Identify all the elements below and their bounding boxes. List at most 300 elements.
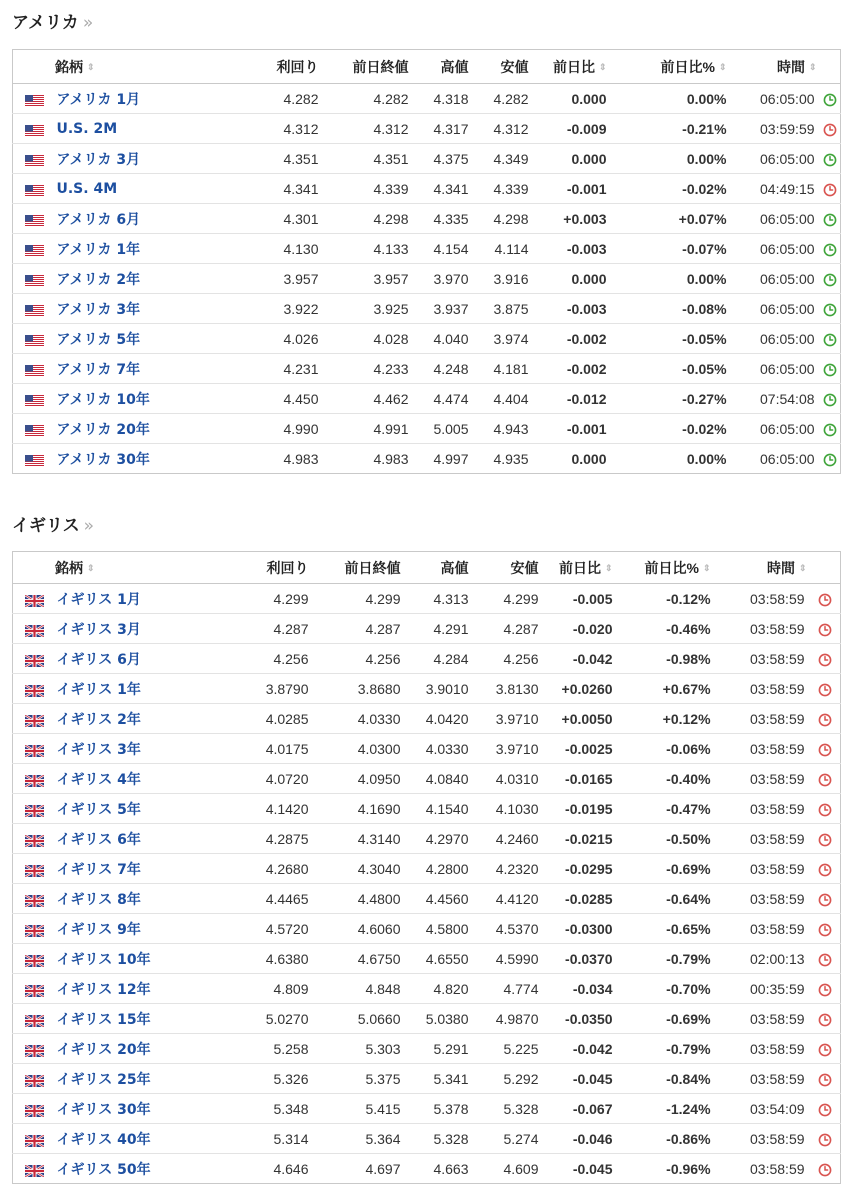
- market-closed-clock-icon: [818, 743, 832, 757]
- col-header-status: [811, 552, 841, 584]
- flag-cell: [13, 414, 55, 444]
- bond-name-cell: [55, 914, 245, 944]
- flag-cell: [13, 144, 55, 174]
- bond-name-cell: [55, 734, 245, 764]
- bond-name-link[interactable]: イギリス 10年: [56, 951, 151, 968]
- uk-flag-icon: [25, 1014, 44, 1026]
- flag-cell: [13, 294, 55, 324]
- bond-name-link[interactable]: U.S. 4M: [56, 181, 118, 197]
- flag-cell: [13, 114, 55, 144]
- time-cell: 03:58:59: [717, 584, 811, 614]
- change-cell: +0.0260: [545, 674, 619, 704]
- change-pct-cell: -0.08%: [613, 294, 733, 324]
- table-row[interactable]: [13, 884, 841, 914]
- low-cell: 4.256: [475, 644, 545, 674]
- status-cell: [821, 414, 841, 444]
- change-cell: -0.0300: [545, 914, 619, 944]
- time-cell: 03:58:59: [717, 1154, 811, 1184]
- uk-flag-icon: [25, 744, 44, 756]
- table-row[interactable]: [13, 794, 841, 824]
- high-cell: 3.937: [415, 294, 475, 324]
- status-cell: [821, 384, 841, 414]
- table-row[interactable]: [13, 384, 841, 414]
- low-cell: 4.9870: [475, 1004, 545, 1034]
- change-cell: -0.003: [535, 294, 613, 324]
- low-cell: 3.9710: [475, 704, 545, 734]
- flag-cell: [13, 324, 55, 354]
- change-pct-cell: -0.02%: [613, 414, 733, 444]
- change-cell: -0.0025: [545, 734, 619, 764]
- time-cell: 03:58:59: [717, 884, 811, 914]
- status-cell: [821, 264, 841, 294]
- time-cell: 03:58:59: [717, 734, 811, 764]
- market-open-clock-icon: [823, 303, 837, 317]
- flag-cell: [13, 1064, 55, 1094]
- bond-name-link[interactable]: イギリス 5年: [56, 801, 141, 818]
- bond-name-link[interactable]: イギリス 8年: [56, 891, 141, 908]
- flag-cell: [13, 264, 55, 294]
- bond-name-link[interactable]: イギリス 15年: [56, 1011, 151, 1028]
- bond-name-cell: [55, 584, 245, 614]
- bond-name-link[interactable]: U.S. 2M: [56, 121, 118, 137]
- change-cell: -0.002: [535, 354, 613, 384]
- high-cell: 4.997: [415, 444, 475, 474]
- us-flag-icon: [25, 454, 44, 466]
- bond-name-cell: [55, 414, 245, 444]
- table-row[interactable]: [13, 704, 841, 734]
- table-row[interactable]: [13, 824, 841, 854]
- table-row[interactable]: [13, 1124, 841, 1154]
- yield-cell: 4.6380: [245, 944, 315, 974]
- flag-cell: [13, 674, 55, 704]
- change-pct-cell: -0.07%: [613, 234, 733, 264]
- high-cell: 4.154: [415, 234, 475, 264]
- market-closed-clock-icon: [818, 803, 832, 817]
- sort-icon: ⇕: [87, 62, 95, 73]
- uk-bonds-body: [13, 584, 841, 1184]
- us-flag-icon: [25, 124, 44, 136]
- table-row[interactable]: [13, 324, 841, 354]
- uk-flag-icon: [25, 624, 44, 636]
- table-row[interactable]: [13, 614, 841, 644]
- bond-name-link[interactable]: アメリカ 10年: [56, 391, 150, 408]
- table-row[interactable]: [13, 674, 841, 704]
- table-row[interactable]: [13, 84, 841, 114]
- low-cell: 4.4120: [475, 884, 545, 914]
- prev-close-cell: 4.299: [315, 584, 407, 614]
- bond-name-cell: [55, 174, 245, 204]
- yield-cell: 4.809: [245, 974, 315, 1004]
- time-cell: 03:58:59: [717, 674, 811, 704]
- change-pct-cell: 0.00%: [613, 144, 733, 174]
- yield-cell: 4.312: [245, 114, 325, 144]
- low-cell: 4.935: [475, 444, 535, 474]
- high-cell: 4.0330: [407, 734, 475, 764]
- prev-close-cell: 4.351: [325, 144, 415, 174]
- low-cell: 4.287: [475, 614, 545, 644]
- status-cell: [811, 1004, 841, 1034]
- status-cell: [811, 644, 841, 674]
- yield-cell: 4.2680: [245, 854, 315, 884]
- table-row[interactable]: [13, 414, 841, 444]
- prev-close-cell: 5.0660: [315, 1004, 407, 1034]
- flag-cell: [13, 444, 55, 474]
- uk-flag-icon: [25, 1134, 44, 1146]
- bond-name-link[interactable]: イギリス 7年: [56, 861, 141, 878]
- bond-name-link[interactable]: アメリカ 5年: [56, 331, 141, 348]
- change-pct-cell: -0.96%: [619, 1154, 717, 1184]
- yield-cell: 3.922: [245, 294, 325, 324]
- uk-flag-icon: [25, 924, 44, 936]
- section-title-text[interactable]: アメリカ: [12, 13, 79, 33]
- market-closed-clock-icon: [818, 983, 832, 997]
- table-row[interactable]: [13, 174, 841, 204]
- prev-close-cell: 3.925: [325, 294, 415, 324]
- bond-name-cell: [55, 884, 245, 914]
- col-header-yield[interactable]: 利回り: [245, 50, 325, 84]
- bond-name-cell: [55, 234, 245, 264]
- bond-name-link[interactable]: アメリカ 7年: [56, 361, 141, 378]
- flag-cell: [13, 944, 55, 974]
- col-header-status: [821, 50, 841, 84]
- bond-name-link[interactable]: アメリカ 6月: [56, 211, 141, 228]
- section-title-us[interactable]: [12, 8, 93, 33]
- change-pct-cell: -0.21%: [613, 114, 733, 144]
- change-cell: -0.001: [535, 414, 613, 444]
- time-cell: 06:05:00: [733, 444, 821, 474]
- market-closed-clock-icon: [818, 1013, 832, 1027]
- col-header-yield[interactable]: 利回り: [245, 552, 315, 584]
- bond-name-link[interactable]: イギリス 1月: [56, 591, 141, 608]
- high-cell: 4.663: [407, 1154, 475, 1184]
- time-cell: 03:58:59: [717, 1064, 811, 1094]
- change-cell: -0.045: [545, 1064, 619, 1094]
- bond-name-link[interactable]: イギリス 3月: [56, 621, 141, 638]
- status-cell: [811, 974, 841, 1004]
- market-open-clock-icon: [823, 213, 837, 227]
- high-cell: 4.2800: [407, 854, 475, 884]
- section-title-uk[interactable]: [12, 511, 94, 536]
- prev-close-cell: 4.0330: [315, 704, 407, 734]
- col-header-name[interactable]: 銘柄 ⇕: [13, 50, 245, 84]
- table-row[interactable]: [13, 854, 841, 884]
- change-cell: 0.000: [535, 144, 613, 174]
- uk-flag-icon: [25, 714, 44, 726]
- low-cell: 4.0310: [475, 764, 545, 794]
- change-pct-cell: +0.12%: [619, 704, 717, 734]
- uk-flag-icon: [25, 654, 44, 666]
- change-pct-cell: 0.00%: [613, 444, 733, 474]
- col-header-chg-pct[interactable]: 前日比% ⇕: [613, 50, 733, 84]
- bond-name-cell: [55, 1094, 245, 1124]
- table-row[interactable]: [13, 144, 841, 174]
- table-row[interactable]: [13, 944, 841, 974]
- uk-flag-icon: [25, 894, 44, 906]
- flag-cell: [13, 704, 55, 734]
- market-closed-clock-icon: [818, 593, 832, 607]
- bond-name-link[interactable]: イギリス 1年: [56, 681, 141, 698]
- table-row[interactable]: [13, 1094, 841, 1124]
- status-cell: [821, 294, 841, 324]
- market-closed-clock-icon: [818, 683, 832, 697]
- status-cell: [811, 1094, 841, 1124]
- yield-cell: 4.5720: [245, 914, 315, 944]
- market-open-clock-icon: [823, 243, 837, 257]
- status-cell: [811, 944, 841, 974]
- bond-name-cell: [55, 1064, 245, 1094]
- table-row[interactable]: [13, 114, 841, 144]
- bond-name-link[interactable]: イギリス 4年: [56, 771, 141, 788]
- table-row[interactable]: [13, 234, 841, 264]
- market-open-clock-icon: [823, 453, 837, 467]
- yield-cell: 5.326: [245, 1064, 315, 1094]
- bond-name-cell: [55, 794, 245, 824]
- market-open-clock-icon: [823, 363, 837, 377]
- status-cell: [811, 674, 841, 704]
- flag-cell: [13, 384, 55, 414]
- table-row[interactable]: [13, 734, 841, 764]
- low-cell: 4.181: [475, 354, 535, 384]
- bond-name-cell: [55, 384, 245, 414]
- more-arrow-icon[interactable]: »: [83, 516, 95, 536]
- prev-close-cell: 4.233: [325, 354, 415, 384]
- table-row[interactable]: [13, 444, 841, 474]
- change-pct-cell: -0.47%: [619, 794, 717, 824]
- high-cell: 4.2970: [407, 824, 475, 854]
- status-cell: [821, 444, 841, 474]
- uk-flag-icon: [25, 864, 44, 876]
- market-closed-clock-icon: [818, 623, 832, 637]
- flag-cell: [13, 764, 55, 794]
- yield-cell: 4.282: [245, 84, 325, 114]
- low-cell: 3.974: [475, 324, 535, 354]
- prev-close-cell: 4.848: [315, 974, 407, 1004]
- bond-name-link[interactable]: アメリカ 1年: [56, 241, 141, 258]
- col-header-prev[interactable]: 前日終値: [325, 50, 415, 84]
- uk-flag-icon: [25, 804, 44, 816]
- high-cell: 4.317: [415, 114, 475, 144]
- prev-close-cell: 4.983: [325, 444, 415, 474]
- bond-name-link[interactable]: イギリス 50年: [56, 1161, 151, 1178]
- market-open-clock-icon: [823, 333, 837, 347]
- change-cell: -0.045: [545, 1154, 619, 1184]
- high-cell: 4.820: [407, 974, 475, 1004]
- col-header-high[interactable]: 高値: [407, 552, 475, 584]
- yield-cell: 4.0720: [245, 764, 315, 794]
- uk-flag-icon: [25, 984, 44, 996]
- table-row[interactable]: [13, 204, 841, 234]
- change-pct-cell: -0.69%: [619, 854, 717, 884]
- flag-cell: [13, 584, 55, 614]
- low-cell: 4.312: [475, 114, 535, 144]
- bond-name-link[interactable]: イギリス 12年: [56, 981, 151, 998]
- change-pct-cell: -0.69%: [619, 1004, 717, 1034]
- high-cell: 4.318: [415, 84, 475, 114]
- change-cell: -0.012: [535, 384, 613, 414]
- high-cell: 4.0420: [407, 704, 475, 734]
- low-cell: 4.298: [475, 204, 535, 234]
- bond-name-cell: [55, 294, 245, 324]
- flag-cell: [13, 884, 55, 914]
- bond-name-link[interactable]: アメリカ 2年: [56, 271, 141, 288]
- section-title-text[interactable]: イギリス: [12, 516, 80, 536]
- col-header-high[interactable]: 高値: [415, 50, 475, 84]
- table-row[interactable]: [13, 264, 841, 294]
- time-cell: 00:35:59: [717, 974, 811, 1004]
- table-row[interactable]: [13, 644, 841, 674]
- bond-name-link[interactable]: アメリカ 1月: [56, 91, 141, 108]
- time-cell: 03:58:59: [717, 1034, 811, 1064]
- us-flag-icon: [25, 364, 44, 376]
- bond-name-link[interactable]: イギリス 6月: [56, 651, 141, 668]
- change-pct-cell: -0.06%: [619, 734, 717, 764]
- low-cell: 5.292: [475, 1064, 545, 1094]
- more-arrow-icon[interactable]: »: [82, 13, 94, 33]
- time-cell: 02:00:13: [717, 944, 811, 974]
- high-cell: 4.4560: [407, 884, 475, 914]
- bond-name-link[interactable]: アメリカ 20年: [56, 421, 150, 438]
- sort-icon: ⇕: [87, 563, 95, 574]
- low-cell: 4.2460: [475, 824, 545, 854]
- table-row[interactable]: [13, 584, 841, 614]
- bond-name-link[interactable]: イギリス 2年: [56, 711, 141, 728]
- high-cell: 4.375: [415, 144, 475, 174]
- flag-cell: [13, 1124, 55, 1154]
- status-cell: [811, 794, 841, 824]
- change-cell: -0.009: [535, 114, 613, 144]
- col-header-low[interactable]: 安値: [475, 50, 535, 84]
- flag-cell: [13, 1154, 55, 1184]
- high-cell: 5.328: [407, 1124, 475, 1154]
- prev-close-cell: 4.3140: [315, 824, 407, 854]
- col-header-prev[interactable]: 前日終値: [315, 552, 407, 584]
- table-row[interactable]: [13, 1004, 841, 1034]
- table-row[interactable]: [13, 1154, 841, 1184]
- bond-name-cell: [55, 854, 245, 884]
- status-cell: [821, 144, 841, 174]
- bond-name-cell: [55, 354, 245, 384]
- flag-cell: [13, 174, 55, 204]
- change-pct-cell: -0.27%: [613, 384, 733, 414]
- prev-close-cell: 4.0300: [315, 734, 407, 764]
- high-cell: 5.0380: [407, 1004, 475, 1034]
- uk-flag-icon: [25, 1104, 44, 1116]
- table-row[interactable]: [13, 914, 841, 944]
- time-cell: 06:05:00: [733, 84, 821, 114]
- uk-flag-icon: [25, 774, 44, 786]
- yield-cell: 3.8790: [245, 674, 315, 704]
- prev-close-cell: 4.312: [325, 114, 415, 144]
- bond-name-link[interactable]: イギリス 20年: [56, 1041, 151, 1058]
- flag-cell: [13, 1094, 55, 1124]
- yield-cell: 4.646: [245, 1154, 315, 1184]
- yield-cell: 5.0270: [245, 1004, 315, 1034]
- bond-name-cell: [55, 204, 245, 234]
- time-cell: 07:54:08: [733, 384, 821, 414]
- us-bonds-body: [13, 84, 841, 474]
- col-header-chg[interactable]: 前日比 ⇕: [545, 552, 619, 584]
- low-cell: 4.609: [475, 1154, 545, 1184]
- prev-close-cell: 4.462: [325, 384, 415, 414]
- bond-name-link[interactable]: アメリカ 3年: [56, 301, 141, 318]
- low-cell: 3.916: [475, 264, 535, 294]
- status-cell: [821, 324, 841, 354]
- high-cell: 4.474: [415, 384, 475, 414]
- time-cell: 04:49:15: [733, 174, 821, 204]
- table-row[interactable]: [13, 1034, 841, 1064]
- prev-close-cell: 4.991: [325, 414, 415, 444]
- low-cell: 4.349: [475, 144, 535, 174]
- table-row[interactable]: [13, 974, 841, 1004]
- low-cell: 3.8130: [475, 674, 545, 704]
- yield-cell: 4.130: [245, 234, 325, 264]
- uk-bonds-table: [12, 551, 841, 1184]
- table-row[interactable]: [13, 764, 841, 794]
- bond-name-cell: [55, 1124, 245, 1154]
- flag-cell: [13, 84, 55, 114]
- uk-flag-icon: [25, 954, 44, 966]
- flag-cell: [13, 854, 55, 884]
- status-cell: [811, 614, 841, 644]
- bond-name-link[interactable]: アメリカ 30年: [56, 451, 150, 468]
- col-header-time[interactable]: 時間 ⇕: [717, 552, 811, 584]
- change-pct-cell: -0.05%: [613, 324, 733, 354]
- time-cell: 03:54:09: [717, 1094, 811, 1124]
- col-header-name[interactable]: 銘柄 ⇕: [13, 552, 245, 584]
- market-closed-clock-icon: [818, 893, 832, 907]
- change-pct-cell: +0.07%: [613, 204, 733, 234]
- bond-name-cell: [55, 974, 245, 1004]
- col-header-chg[interactable]: 前日比 ⇕: [535, 50, 613, 84]
- market-closed-clock-icon: [818, 833, 832, 847]
- change-pct-cell: -0.02%: [613, 174, 733, 204]
- bond-name-cell: [55, 764, 245, 794]
- low-cell: 4.1030: [475, 794, 545, 824]
- flag-cell: [13, 914, 55, 944]
- bond-name-link[interactable]: イギリス 6年: [56, 831, 141, 848]
- high-cell: 4.313: [407, 584, 475, 614]
- market-open-clock-icon: [823, 423, 837, 437]
- col-header-time[interactable]: 時間 ⇕: [733, 50, 821, 84]
- bond-name-link[interactable]: イギリス 9年: [56, 921, 141, 938]
- bond-name-link[interactable]: アメリカ 3月: [56, 151, 141, 168]
- bond-name-cell: [55, 324, 245, 354]
- low-cell: 5.274: [475, 1124, 545, 1154]
- table-row[interactable]: [13, 354, 841, 384]
- status-cell: [811, 1154, 841, 1184]
- yield-cell: 4.2875: [245, 824, 315, 854]
- col-header-chg-pct[interactable]: 前日比% ⇕: [619, 552, 717, 584]
- market-closed-clock-icon: [818, 1073, 832, 1087]
- market-closed-clock-icon: [818, 1163, 832, 1177]
- bond-name-link[interactable]: イギリス 3年: [56, 741, 141, 758]
- change-cell: -0.0285: [545, 884, 619, 914]
- bond-name-link[interactable]: イギリス 40年: [56, 1131, 151, 1148]
- high-cell: 4.1540: [407, 794, 475, 824]
- table-row[interactable]: [13, 1064, 841, 1094]
- high-cell: 3.970: [415, 264, 475, 294]
- yield-cell: 4.1420: [245, 794, 315, 824]
- status-cell: [821, 84, 841, 114]
- change-pct-cell: -0.12%: [619, 584, 717, 614]
- change-pct-cell: +0.67%: [619, 674, 717, 704]
- col-header-low[interactable]: 安値: [475, 552, 545, 584]
- bond-name-link[interactable]: イギリス 30年: [56, 1101, 151, 1118]
- high-cell: 4.6550: [407, 944, 475, 974]
- table-row[interactable]: [13, 294, 841, 324]
- table-header-row: [13, 50, 841, 84]
- bond-name-link[interactable]: イギリス 25年: [56, 1071, 151, 1088]
